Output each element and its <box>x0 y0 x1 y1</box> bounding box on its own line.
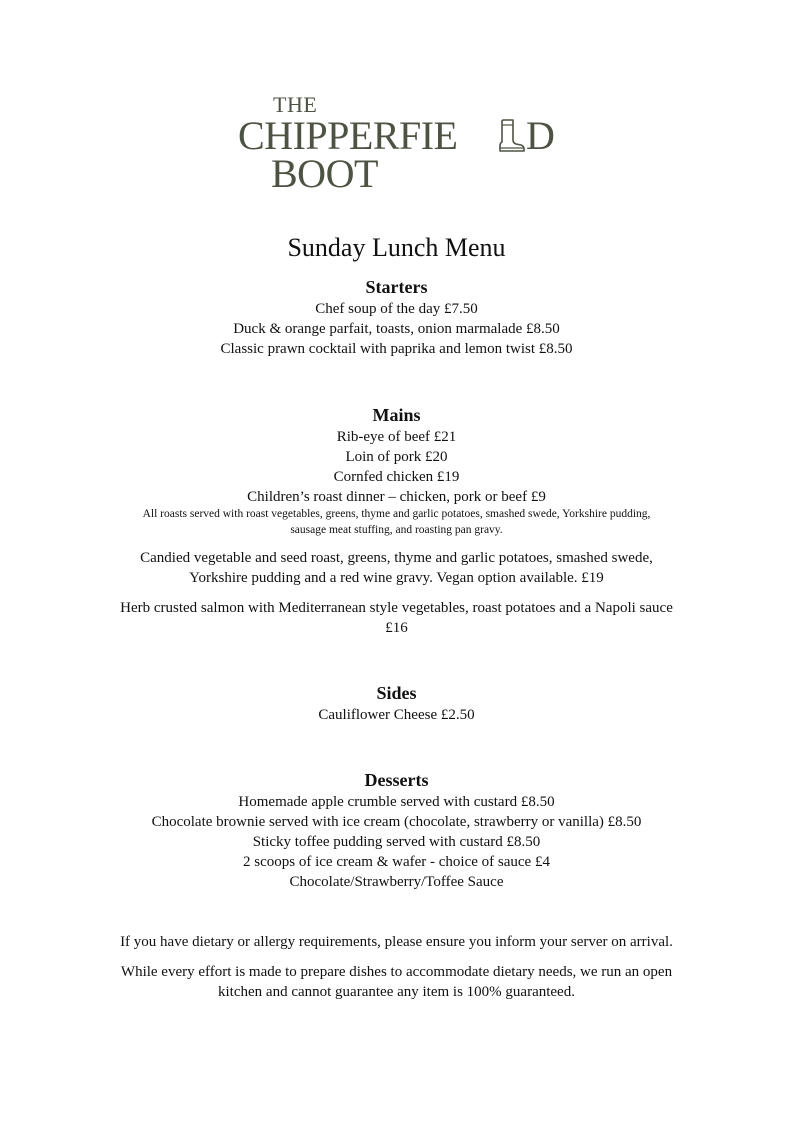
menu-item: Herb crusted salmon with Mediterranean style vegetables, roast potatoes and a Napoli sauce <box>120 600 673 616</box>
logo-line-the: THE <box>273 92 318 117</box>
menu-item: Homemade apple crumble served with custard £8.50 <box>238 794 555 810</box>
menu-item: Yorkshire pudding and a red wine gravy. Vegan option available. £19 <box>189 570 604 586</box>
restaurant-logo <box>238 92 568 196</box>
menu-item: Rib-eye of beef £21 <box>336 429 457 445</box>
mains-section <box>0 404 793 638</box>
desserts-heading: Desserts <box>364 770 429 790</box>
menu-item: Cornfed chicken £19 <box>333 469 460 485</box>
menu-item: Chocolate/Strawberry/Toffee Sauce <box>289 874 504 890</box>
logo-line-chipperfield: CHIPPERFIE <box>238 113 458 158</box>
sides-section <box>0 682 793 725</box>
menu-item: Loin of pork £20 <box>345 449 448 465</box>
menu-item: 2 scoops of ice cream & wafer - choice of sauce £4 <box>243 854 550 870</box>
disclaimer-text: kitchen and cannot guarantee any item is 100% guaranteed. <box>218 984 575 1000</box>
logo-letter-d: D <box>526 113 555 158</box>
desserts-section <box>0 769 793 892</box>
menu-item: Candied vegetable and seed roast, greens, thyme and garlic potatoes, smashed swede, <box>140 550 653 566</box>
menu-item: Sticky toffee pudding served with custard £8.50 <box>252 834 541 850</box>
mains-heading: Mains <box>372 405 421 425</box>
menu-item: Chocolate brownie served with ice cream (chocolate, strawberry or vanilla) £8.50 <box>151 814 642 830</box>
roast-note: All roasts served with roast vegetables, greens, thyme and garlic potatoes, smashed swede, Yorkshire pudding, <box>142 508 651 520</box>
menu-item: Classic prawn cocktail with paprika and lemon twist £8.50 <box>220 341 573 357</box>
menu-item: Children’s roast dinner – chicken, pork or beef £9 <box>247 489 546 505</box>
sides-heading: Sides <box>376 683 417 703</box>
starters-heading: Starters <box>365 277 428 297</box>
roast-note: sausage meat stuffing, and roasting pan gravy. <box>290 524 503 536</box>
disclaimer-text: While every effort is made to prepare dishes to accommodate dietary needs, we run an open <box>120 964 673 980</box>
starters-section <box>0 276 793 359</box>
page-title: Sunday Lunch Menu <box>287 233 506 262</box>
menu-item: Duck & orange parfait, toasts, onion marmalade £8.50 <box>233 321 560 337</box>
allergy-notice: If you have dietary or allergy requirements, please ensure you inform your server on arrival. <box>120 934 673 950</box>
logo-line-boot: BOOT <box>271 151 378 196</box>
menu-item: Chef soup of the day £7.50 <box>315 301 478 317</box>
menu-item: £16 <box>385 620 408 636</box>
menu-item: Cauliflower Cheese £2.50 <box>318 707 475 723</box>
footer-notes <box>0 932 793 1002</box>
wellington-boot-icon <box>497 118 525 152</box>
